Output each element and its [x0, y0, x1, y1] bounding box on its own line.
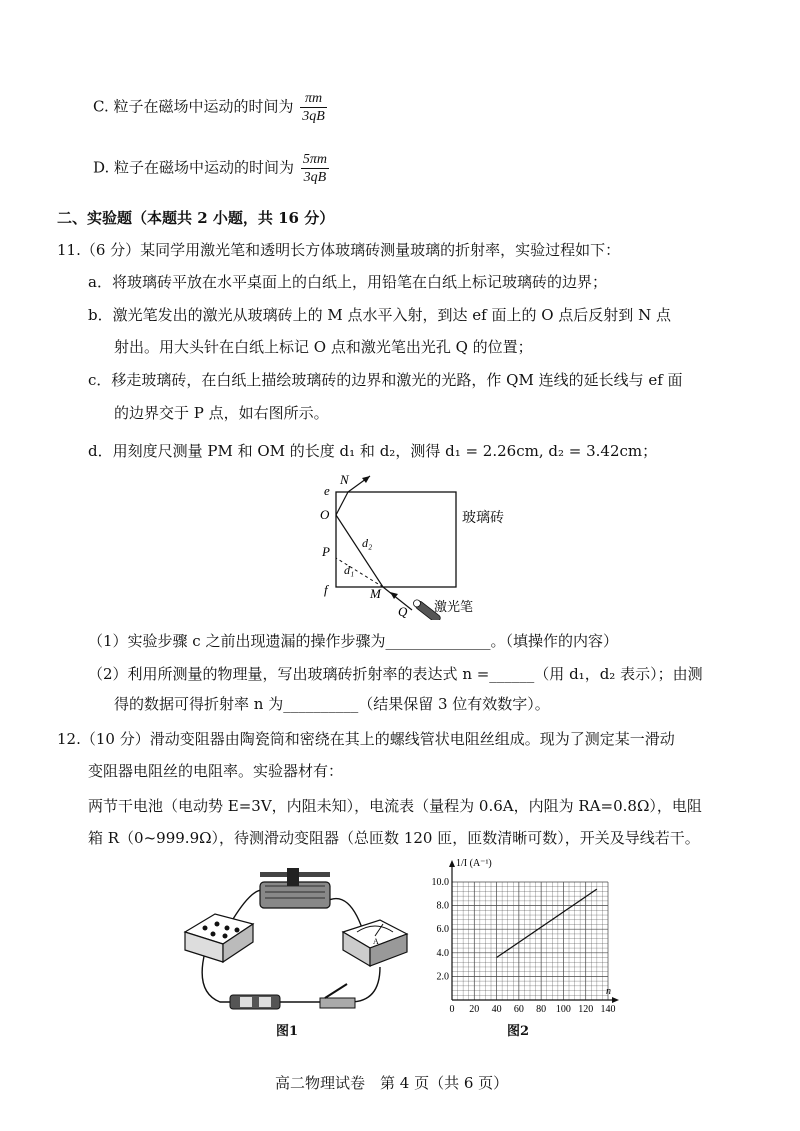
x-axis-label: n: [606, 986, 611, 997]
x-tick-label: 20: [469, 1004, 480, 1015]
q11-stem: 11.（6 分）某同学用激光笔和透明长方体玻璃砖测量玻璃的折射率，实验过程如下：: [57, 241, 621, 259]
option-d-text: 粒子在磁场中运动的时间为: [114, 158, 295, 177]
fraction-numerator: 5πm: [302, 152, 327, 167]
label-n: N: [340, 472, 349, 487]
fig1-caption: 图1: [276, 1024, 299, 1039]
y-tick-label: 4.0: [436, 947, 449, 959]
y-axis-label: 1/I (A⁻¹): [456, 858, 492, 869]
x-tick-label: 60: [513, 1004, 524, 1015]
fig2-caption: 图2: [507, 1024, 530, 1039]
circuit-figure: [175, 862, 415, 1022]
label-d2: d₂: [362, 536, 373, 550]
label-m: M: [370, 586, 381, 601]
option-c-label: C.: [93, 97, 109, 116]
label-d1: d₁: [344, 563, 355, 577]
refraction-diagram: [310, 470, 510, 620]
chart-grid: [452, 882, 608, 1000]
q11-step-b-line2: 射出。用大头针在白纸上标记 O 点和激光笔出光孔 Q 的位置；: [114, 338, 533, 356]
battery-icon: [230, 995, 280, 1009]
q12-stem-line2: 变阻器电阻丝的电阻率。实验器材有：: [88, 762, 344, 780]
q11-sub2-line2: 得的数据可得折射率 n 为__________（结果保留 3 位有效数字）。: [114, 695, 550, 713]
ammeter-label: A: [373, 937, 379, 946]
option-d-fraction: [301, 151, 329, 186]
option-c-fraction: [300, 90, 327, 125]
q11-step-a: a．将玻璃砖平放在水平桌面上的白纸上，用铅笔在白纸上标记玻璃砖的边界；: [88, 273, 607, 291]
label-q: Q: [398, 604, 408, 619]
x-tick-label: 140: [600, 1004, 616, 1015]
y-tick-label: 2.0: [436, 971, 449, 983]
label-o: O: [320, 507, 330, 522]
x-tick-label: 120: [578, 1004, 594, 1015]
q11-step-c-line1: c．移走玻璃砖，在白纸上描绘玻璃砖的边界和激光的光路，作 QM 连线的延长线与 ef 面: [88, 371, 683, 389]
label-p: P: [322, 544, 330, 559]
option-c: [93, 90, 327, 125]
wire-switch-to-ammeter: [350, 967, 380, 1002]
label-laser-pen: 激光笔: [434, 599, 474, 614]
x-tick-label: 0: [449, 1004, 455, 1015]
option-c-text: 粒子在磁场中运动的时间为: [113, 97, 294, 116]
q11-step-d: d．用刻度尺测量 PM 和 OM 的长度 d₁ 和 d₂，测得 d₁ = 2.26cm, d₂ = 3.42cm；: [88, 442, 658, 460]
option-d-label: D.: [93, 158, 110, 177]
y-tick-label: 8.0: [436, 900, 449, 912]
option-d: [93, 151, 329, 186]
q12-equip-line2: 箱 R（0~999.9Ω），待测滑动变阻器（总匝数 120 匝，匝数清晰可数），开关及导线若干。: [88, 829, 700, 847]
label-glass-brick: 玻璃砖: [462, 511, 504, 526]
label-e: e: [324, 483, 330, 498]
graph-1-over-i-vs-n: [418, 852, 628, 1027]
beam-o-to-n: [336, 492, 348, 515]
q11-step-c-line2: 的边界交于 P 点，如右图所示。: [114, 404, 329, 422]
section-heading: 二、实验题（本题共 2 小题，共 16 分）: [57, 209, 335, 227]
q12-equip-line1: 两节干电池（电动势 E=3V，内阻未知），电流表（量程为 0.6A，内阻为 RA=0.8Ω），电阻: [88, 797, 702, 815]
x-axis-arrow-icon: [612, 997, 619, 1003]
y-tick-label: 10.0: [431, 877, 449, 888]
q11-sub1: （1）实验步骤 c 之前出现遗漏的操作步骤为______________。（填操作的内容）: [88, 632, 618, 650]
fraction-denominator: 3qB: [303, 170, 327, 185]
q12-stem-line1: 12.（10 分）滑动变阻器由陶瓷筒和密绕在其上的螺线管状电阻丝组成。现为了测定某一滑动: [57, 730, 675, 748]
x-tick-label: 100: [555, 1004, 571, 1015]
label-f: f: [324, 582, 328, 597]
fraction-denominator: 3qB: [302, 109, 325, 124]
x-tick-label: 40: [491, 1004, 502, 1015]
page-footer: 高二物理试卷 第 4 页（共 6 页）: [275, 1074, 509, 1092]
rheostat-icon: [260, 868, 330, 908]
fraction-numerator: πm: [300, 90, 327, 108]
switch-icon: [320, 984, 355, 1008]
q11-sub2-line1: （2）利用所测量的物理量，写出玻璃砖折射率的表达式 n =______（用 d₁，d₂ 表示）；由测: [88, 665, 703, 683]
q11-step-b-line1: b．激光笔发出的激光从玻璃砖上的 M 点水平入射，到达 ef 面上的 O 点后反射到 N 点: [88, 306, 671, 324]
x-tick-label: 80: [536, 1004, 547, 1015]
y-axis-arrow-icon: [449, 860, 455, 867]
y-tick-label: 6.0: [436, 924, 449, 936]
exit-arrow-icon: [362, 476, 370, 483]
resistance-box-icon: [185, 914, 253, 962]
ammeter-icon: [343, 920, 407, 966]
